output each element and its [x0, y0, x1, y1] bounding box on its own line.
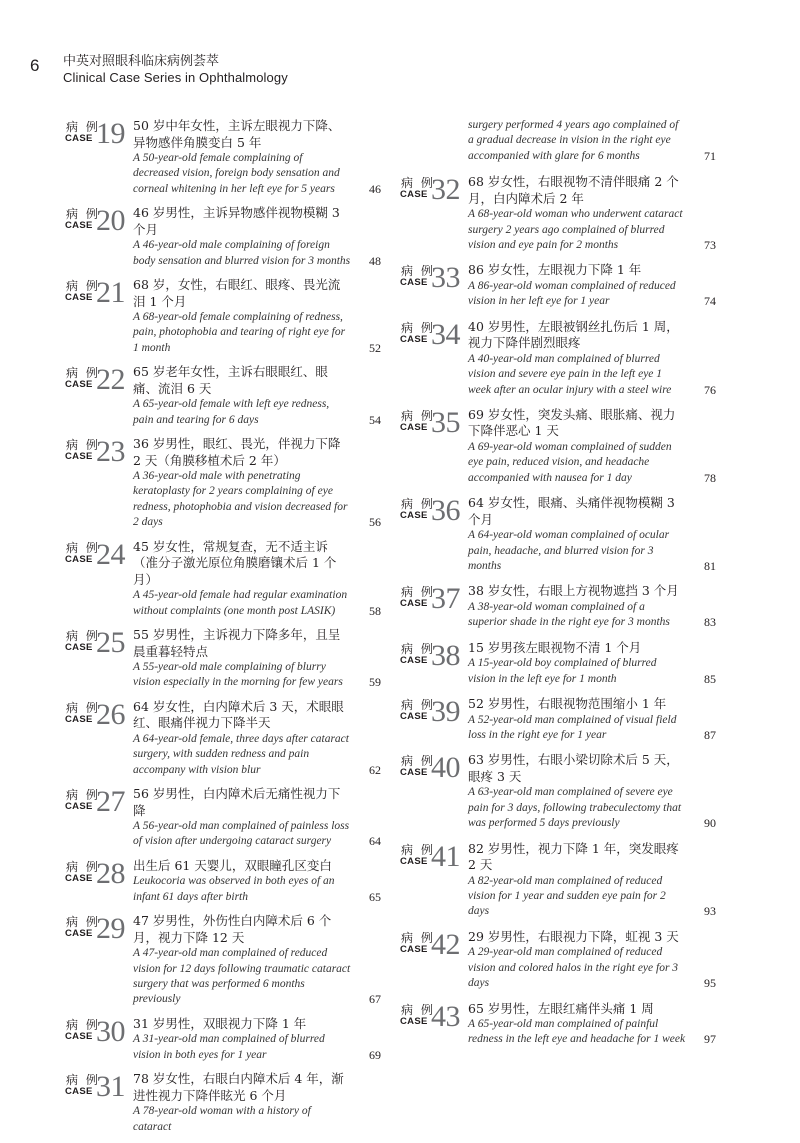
case-label-zh: 病 例: [66, 700, 100, 715]
case-number: 32: [431, 173, 460, 207]
entry-body: [133, 436, 381, 531]
case-label-en: CASE: [65, 801, 93, 813]
case-label: [65, 276, 130, 310]
case-number: 26: [96, 697, 125, 731]
entry-page-number: 52: [369, 340, 381, 355]
toc-entry[interactable]: [400, 752, 716, 831]
entry-title-en: A 64-year-old female, three days after cataract surgery, with sudden redness and pain accompany with vision blur: [133, 732, 349, 776]
entry-title-en: A 47-year-old man complained of reduced vision for 12 days following traumatic cataract surgery that was performed 6 months previously: [133, 947, 351, 1006]
entry-title-en: A 68-year-old female complaining of redness, pain, photophobia and tearing of right eye for 1 month: [133, 311, 346, 354]
entry-page-number: 46: [369, 181, 381, 196]
case-label-en: CASE: [65, 133, 93, 144]
entry-title-zh: 82 岁男性，视力下降 1 年，突发眼疼 2 天: [468, 840, 679, 873]
entry-title-zh: 69 岁女性，突发头痛、眼胀痛、视力下降伴恶心 1 天: [468, 406, 676, 439]
entry-title-en: A 36-year-old male with penetrating keratoplasty for 2 years complaining of eye redness, photophobia and vision decreased for 2 days: [133, 470, 348, 529]
entry-body: [468, 495, 716, 574]
case-label-en: CASE: [65, 451, 93, 463]
case-label-en: CASE: [65, 379, 93, 391]
entry-page-number: 93: [704, 904, 716, 919]
entry-page-number: 76: [704, 382, 716, 397]
case-label-en: CASE: [65, 553, 93, 565]
entry-page-number: 87: [704, 727, 716, 742]
case-label: [400, 494, 465, 528]
entry-body: [133, 364, 381, 428]
case-number: 27: [96, 785, 125, 819]
entry-title-en: A 52-year-old man complained of visual field loss in the right eye for 1 year: [468, 713, 677, 741]
case-label-zh: 病 例: [66, 438, 100, 453]
case-number: 40: [431, 751, 460, 785]
case-number: 43: [431, 999, 460, 1033]
entry-body: [133, 539, 381, 619]
entry-body: [468, 752, 716, 831]
entry-body: [468, 583, 716, 630]
entry-title-zh: 65 岁男性，左眼红痛伴头痛 1 周: [468, 1000, 654, 1016]
entry-page-number: 81: [704, 559, 716, 573]
case-label-en: CASE: [400, 421, 428, 433]
case-label-en: CASE: [65, 928, 93, 940]
entry-title-zh: 36 岁男性，眼红、畏光，伴视力下降 2 天（角膜移植术后 2 年）: [133, 436, 341, 468]
toc-entry[interactable]: [65, 699, 381, 778]
case-label: [400, 261, 465, 295]
entry-body: [133, 786, 381, 850]
entry-page-number: 74: [704, 294, 716, 309]
entry-title-zh: 64 岁女性，白内障术后 3 天，术眼眼红、眼痛伴视力下降半天: [133, 698, 344, 731]
entry-page-number: 83: [704, 615, 716, 630]
toc-entry[interactable]: [400, 262, 716, 309]
entry-title-zh: 50 岁中年女性，主诉左眼视力下降、异物感伴角膜变白 5 年: [133, 118, 341, 150]
case-label: [400, 582, 465, 616]
entry-title-en: A 38-year-old woman complained of a superior shade in the right eye for 3 months: [468, 600, 670, 629]
entry-title-en: A 63-year-old man complained of severe eye pain for 3 days, following trabeculectomy that was performed 5 days previously: [468, 786, 682, 830]
toc-entry[interactable]: [400, 696, 716, 743]
entry-body: [133, 627, 381, 691]
case-label-en: CASE: [400, 767, 428, 779]
case-label-en: CASE: [65, 1030, 93, 1042]
case-number: 39: [431, 695, 460, 729]
toc-entry[interactable]: [400, 319, 716, 398]
case-label: [400, 405, 465, 439]
entry-title-zh: 52 岁男性，右眼视物范围缩小 1 年: [468, 696, 667, 712]
case-label-zh: 病 例: [66, 1073, 100, 1088]
toc-left-column: [65, 118, 381, 1143]
entry-title-en: A 56-year-old man complained of painless loss of vision after undergoing cataract surgery: [133, 820, 350, 848]
case-label: [65, 363, 130, 397]
entry-body: [468, 696, 716, 743]
case-number: 42: [431, 927, 460, 961]
entry-body: [468, 174, 716, 253]
case-number: 37: [431, 582, 460, 616]
toc-entry[interactable]: [400, 1001, 716, 1048]
entry-body: [468, 929, 716, 992]
entry-body: [468, 640, 716, 687]
entry-page-number: 95: [704, 976, 716, 991]
entry-title-en: A 46-year-old male complaining of foreign body sensation and blurred vision for 3 months: [133, 239, 351, 267]
case-label-en: CASE: [400, 277, 428, 289]
entry-body: [133, 205, 381, 269]
entry-title-en: A 86-year-old woman complained of reduced vision in her left eye for 1 year: [468, 279, 676, 308]
toc-entry[interactable]: [65, 205, 381, 269]
case-label-zh: 病 例: [66, 1017, 100, 1032]
case-number: 41: [431, 839, 460, 873]
case-number: 28: [96, 856, 125, 890]
case-label-zh: 病 例: [66, 540, 100, 555]
case-label: [400, 317, 465, 351]
case-label-zh: 病 例: [66, 915, 100, 930]
case-label-zh: 病 例: [401, 176, 435, 191]
case-label: [65, 697, 130, 731]
toc-entry[interactable]: [400, 407, 716, 486]
case-label-zh: 病 例: [401, 930, 435, 945]
case-number: 34: [431, 317, 460, 351]
case-label-zh: 病 例: [401, 408, 435, 423]
entry-title-en: A 69-year-old woman complained of sudden eye pain, reduced vision, and headache accompanied with nausea for 1 day: [468, 440, 672, 484]
entry-page-number: 56: [369, 515, 381, 530]
case-label-en: CASE: [400, 510, 428, 522]
entry-page-number: 65: [369, 889, 381, 904]
case-number: 22: [96, 363, 125, 397]
case-label: [65, 785, 130, 819]
case-label-zh: 病 例: [401, 585, 435, 600]
case-label-zh: 病 例: [66, 859, 100, 874]
entry-title-zh: 64 岁女性，眼痛、头痛伴视物模糊 3 个月: [468, 495, 675, 527]
entry-body: [133, 277, 381, 356]
case-label: [65, 435, 130, 469]
case-label-zh: 病 例: [401, 497, 435, 512]
entry-title-zh: 55 岁男性，主诉视力下降多年，且呈晨重暮轻特点: [133, 627, 341, 659]
case-label-zh: 病 例: [401, 842, 435, 857]
case-label: [400, 638, 465, 672]
entry-body: [133, 913, 381, 1008]
case-label-zh: 病 例: [401, 264, 435, 279]
toc-entry[interactable]: [400, 841, 716, 920]
entry-page-number: 78: [704, 470, 716, 485]
case-label: [65, 117, 130, 150]
entry-page-number: 64: [369, 834, 381, 849]
entry-title-zh: 63 岁男性，右眼小梁切除术后 5 天，眼疼 3 天: [468, 752, 679, 784]
case-number: 20: [96, 204, 125, 238]
entry-page-number: 58: [369, 603, 381, 618]
case-number: 21: [96, 276, 125, 310]
entry-title-zh: 47 岁男性，外伤性白内障术后 6 个月，视力下降 12 天: [133, 913, 332, 945]
entry-page-number: 54: [369, 412, 381, 427]
case-label-en: CASE: [400, 1015, 428, 1027]
case-label-en: CASE: [400, 943, 428, 955]
entry-page-number: 62: [369, 762, 381, 777]
case-number: 30: [96, 1014, 125, 1048]
toc-entry[interactable]: [400, 495, 716, 574]
case-label: [400, 695, 465, 729]
entry-page-number: 69: [369, 1047, 381, 1062]
case-number: 19: [96, 117, 125, 150]
entry-title-en: A 65-year-old man complained of painful redness in the left eye and headache for 1 week: [468, 1018, 686, 1046]
entry-page-number: 67: [369, 992, 381, 1007]
entry-title-zh: 29 岁男性，右眼视力下降，虹视 3 天: [468, 928, 679, 944]
entry-body: [133, 699, 381, 778]
case-number: 29: [96, 912, 125, 946]
case-number: 38: [431, 638, 460, 672]
case-label-zh: 病 例: [66, 207, 100, 222]
entry-body: [468, 1001, 716, 1048]
case-label: [65, 204, 130, 238]
toc-entry[interactable]: [65, 1016, 381, 1063]
toc-entry[interactable]: [65, 539, 381, 619]
entry-title-en: A 29-year-old man complained of reduced vision and colored halos in the right eye for 3 days: [468, 946, 679, 990]
entry-page-number: 59: [369, 675, 381, 690]
toc-entry[interactable]: [400, 640, 716, 687]
case-label: [400, 999, 465, 1033]
entry-title-zh: 65 岁老年女性，主诉右眼眼红、眼痛、流泪 6 天: [133, 364, 328, 396]
entry-title-en: A 82-year-old man complained of reduced vision for 1 year and sudden eye pain for 2 days: [468, 874, 666, 918]
toc-entry[interactable]: [65, 786, 381, 850]
entry-body: [468, 841, 716, 920]
toc-entry[interactable]: [65, 436, 381, 531]
case-label: [65, 856, 130, 890]
entry-body: [468, 407, 716, 486]
case-label: [400, 927, 465, 961]
entry-page-number: 85: [704, 671, 716, 686]
entry-title-zh: 68 岁女性，右眼视物不清伴眼痛 2 个月，白内障术后 2 年: [468, 174, 679, 206]
entry-title-zh: 38 岁女性，右眼上方视物遮挡 3 个月: [468, 583, 679, 599]
case-number: 23: [96, 435, 125, 469]
entry-title-zh: 86 岁女性，左眼视力下降 1 年: [468, 262, 642, 278]
entry-body: [468, 118, 716, 164]
case-number: 35: [431, 405, 460, 439]
case-label-en: CASE: [400, 855, 428, 867]
case-label-en: CASE: [65, 642, 93, 653]
entry-title-en: A 68-year-old woman who underwent cataract surgery 2 years ago complained of blurred vision and eye pain for 2 months: [468, 208, 683, 252]
case-label-zh: 病 例: [66, 788, 100, 803]
entry-title-en: A 50-year-old female complaining of decreased vision, foreign body sensation and corneal whitening in her left eye for 5 years: [133, 152, 340, 195]
case-label-en: CASE: [65, 292, 93, 304]
case-label-en: CASE: [400, 598, 428, 610]
entry-title-en: A 40-year-old man complained of blurred vision and severe eye pain in the left eye 1 week after an ocular injury with a steel wire: [468, 352, 672, 396]
case-number: 24: [96, 537, 125, 571]
case-label: [65, 1070, 130, 1104]
toc-entry[interactable]: [65, 913, 381, 1008]
case-label: [65, 537, 130, 571]
entry-page-number: 71: [704, 148, 716, 163]
case-label-en: CASE: [400, 654, 428, 666]
book-title-zh: 中英对照眼科临床病例荟萃: [63, 53, 220, 68]
case-label: [65, 626, 130, 659]
entry-title-zh: 46 岁男性，主诉异物感伴视物模糊 3 个月: [133, 205, 340, 237]
entry-body: [133, 1016, 381, 1063]
case-number: 31: [96, 1070, 125, 1104]
case-label-zh: 病 例: [66, 629, 100, 643]
case-number: 33: [431, 261, 460, 295]
entry-body: [468, 262, 716, 309]
entry-title-en: A 55-year-old male complaining of blurry vision especially in the morning for few years: [133, 661, 343, 689]
case-label-en: CASE: [65, 872, 93, 884]
entry-title-zh: 78 岁女性，右眼白内障术后 4 年，渐进性视力下降伴眩光 6 个月: [133, 1071, 344, 1103]
toc-entry[interactable]: [65, 858, 381, 905]
toc-entry[interactable]: [65, 118, 381, 197]
case-number: 25: [96, 626, 125, 659]
case-number: 36: [431, 494, 460, 528]
case-label: [400, 751, 465, 785]
entry-page-number: 90: [704, 816, 716, 831]
entry-body: [468, 319, 716, 398]
entry-title-en: A 45-year-old female had regular examination without complaints (one month post LASIK): [133, 589, 348, 617]
page-number: 6: [30, 56, 40, 75]
toc-entry[interactable]: [400, 174, 716, 253]
toc-right-column: [400, 118, 716, 1057]
entry-title-zh: 45 岁女性，常规复查，无不适主诉（准分子激光原位角膜磨镶术后 1 个月）: [133, 538, 337, 587]
entry-title-en: surgery performed 4 years ago complained of a gradual decrease in vision in the right eye accompanied with glare for 6 months: [468, 119, 679, 162]
case-label: [65, 1014, 130, 1048]
toc-entry[interactable]: [65, 1071, 381, 1135]
case-label-zh: 病 例: [66, 279, 100, 294]
entry-page-number: 97: [704, 1032, 716, 1047]
case-label-en: CASE: [400, 189, 428, 201]
toc-entry[interactable]: [65, 627, 381, 691]
entry-title-en: A 15-year-old boy complained of blurred vision in the left eye for 1 month: [468, 657, 657, 685]
book-title-en: Clinical Case Series in Ophthalmology: [63, 70, 288, 85]
toc-entry[interactable]: [65, 277, 381, 356]
entry-page-number: 48: [369, 253, 381, 268]
entry-title-en: A 31-year-old man complained of blurred vision in both eyes for 1 year: [133, 1033, 325, 1061]
case-label-zh: 病 例: [401, 320, 435, 335]
case-label: [400, 173, 465, 207]
toc-entry[interactable]: [65, 364, 381, 428]
case-label-zh: 病 例: [66, 366, 100, 381]
book-title: [63, 52, 288, 86]
entry-title-zh: 68 岁，女性，右眼红、眼疼、畏光流泪 1 个月: [133, 277, 341, 309]
case-label: [400, 839, 465, 873]
entry-title-en: A 78-year-old woman with a history of cataract: [133, 1105, 311, 1133]
case-label-zh: 病 例: [401, 754, 435, 769]
case-label-en: CASE: [65, 1086, 93, 1098]
case-label-en: CASE: [400, 333, 428, 345]
entry-title-zh: 15 岁男孩左眼视物不清 1 个月: [468, 639, 642, 655]
entry-body: [133, 1071, 381, 1135]
case-label-en: CASE: [65, 713, 93, 725]
toc-entry-continued[interactable]: [400, 118, 716, 164]
entry-title-en: A 65-year-old female with left eye redness, pain and tearing for 6 days: [133, 398, 330, 426]
entry-title-zh: 56 岁男性，白内障术后无痛性视力下降: [133, 786, 341, 818]
entry-title-zh: 40 岁男性，左眼被钢丝扎伤后 1 周，视力下降伴剧烈眼疼: [468, 318, 679, 351]
case-label-zh: 病 例: [401, 698, 435, 713]
case-label-zh: 病 例: [66, 120, 100, 134]
case-label: [65, 912, 130, 946]
entry-title-en: A 64-year-old woman complained of ocular pain, headache, and blurred vision for 3 months: [468, 529, 670, 572]
case-label-en: CASE: [65, 220, 93, 232]
entry-page-number: 73: [704, 238, 716, 253]
toc-entry[interactable]: [400, 583, 716, 630]
entry-body: [133, 118, 381, 197]
entry-title-en: Leukocoria was observed in both eyes of an infant 61 days after birth: [133, 875, 335, 903]
entry-body: [133, 858, 381, 905]
toc-entry[interactable]: [400, 929, 716, 992]
entry-title-zh: 31 岁男性，双眼视力下降 1 年: [133, 1015, 307, 1031]
case-label-zh: 病 例: [401, 641, 435, 656]
entry-title-zh: 出生后 61 天婴儿，双眼瞳孔区变白: [133, 857, 332, 873]
case-label-zh: 病 例: [401, 1002, 435, 1017]
case-label-en: CASE: [400, 711, 428, 723]
